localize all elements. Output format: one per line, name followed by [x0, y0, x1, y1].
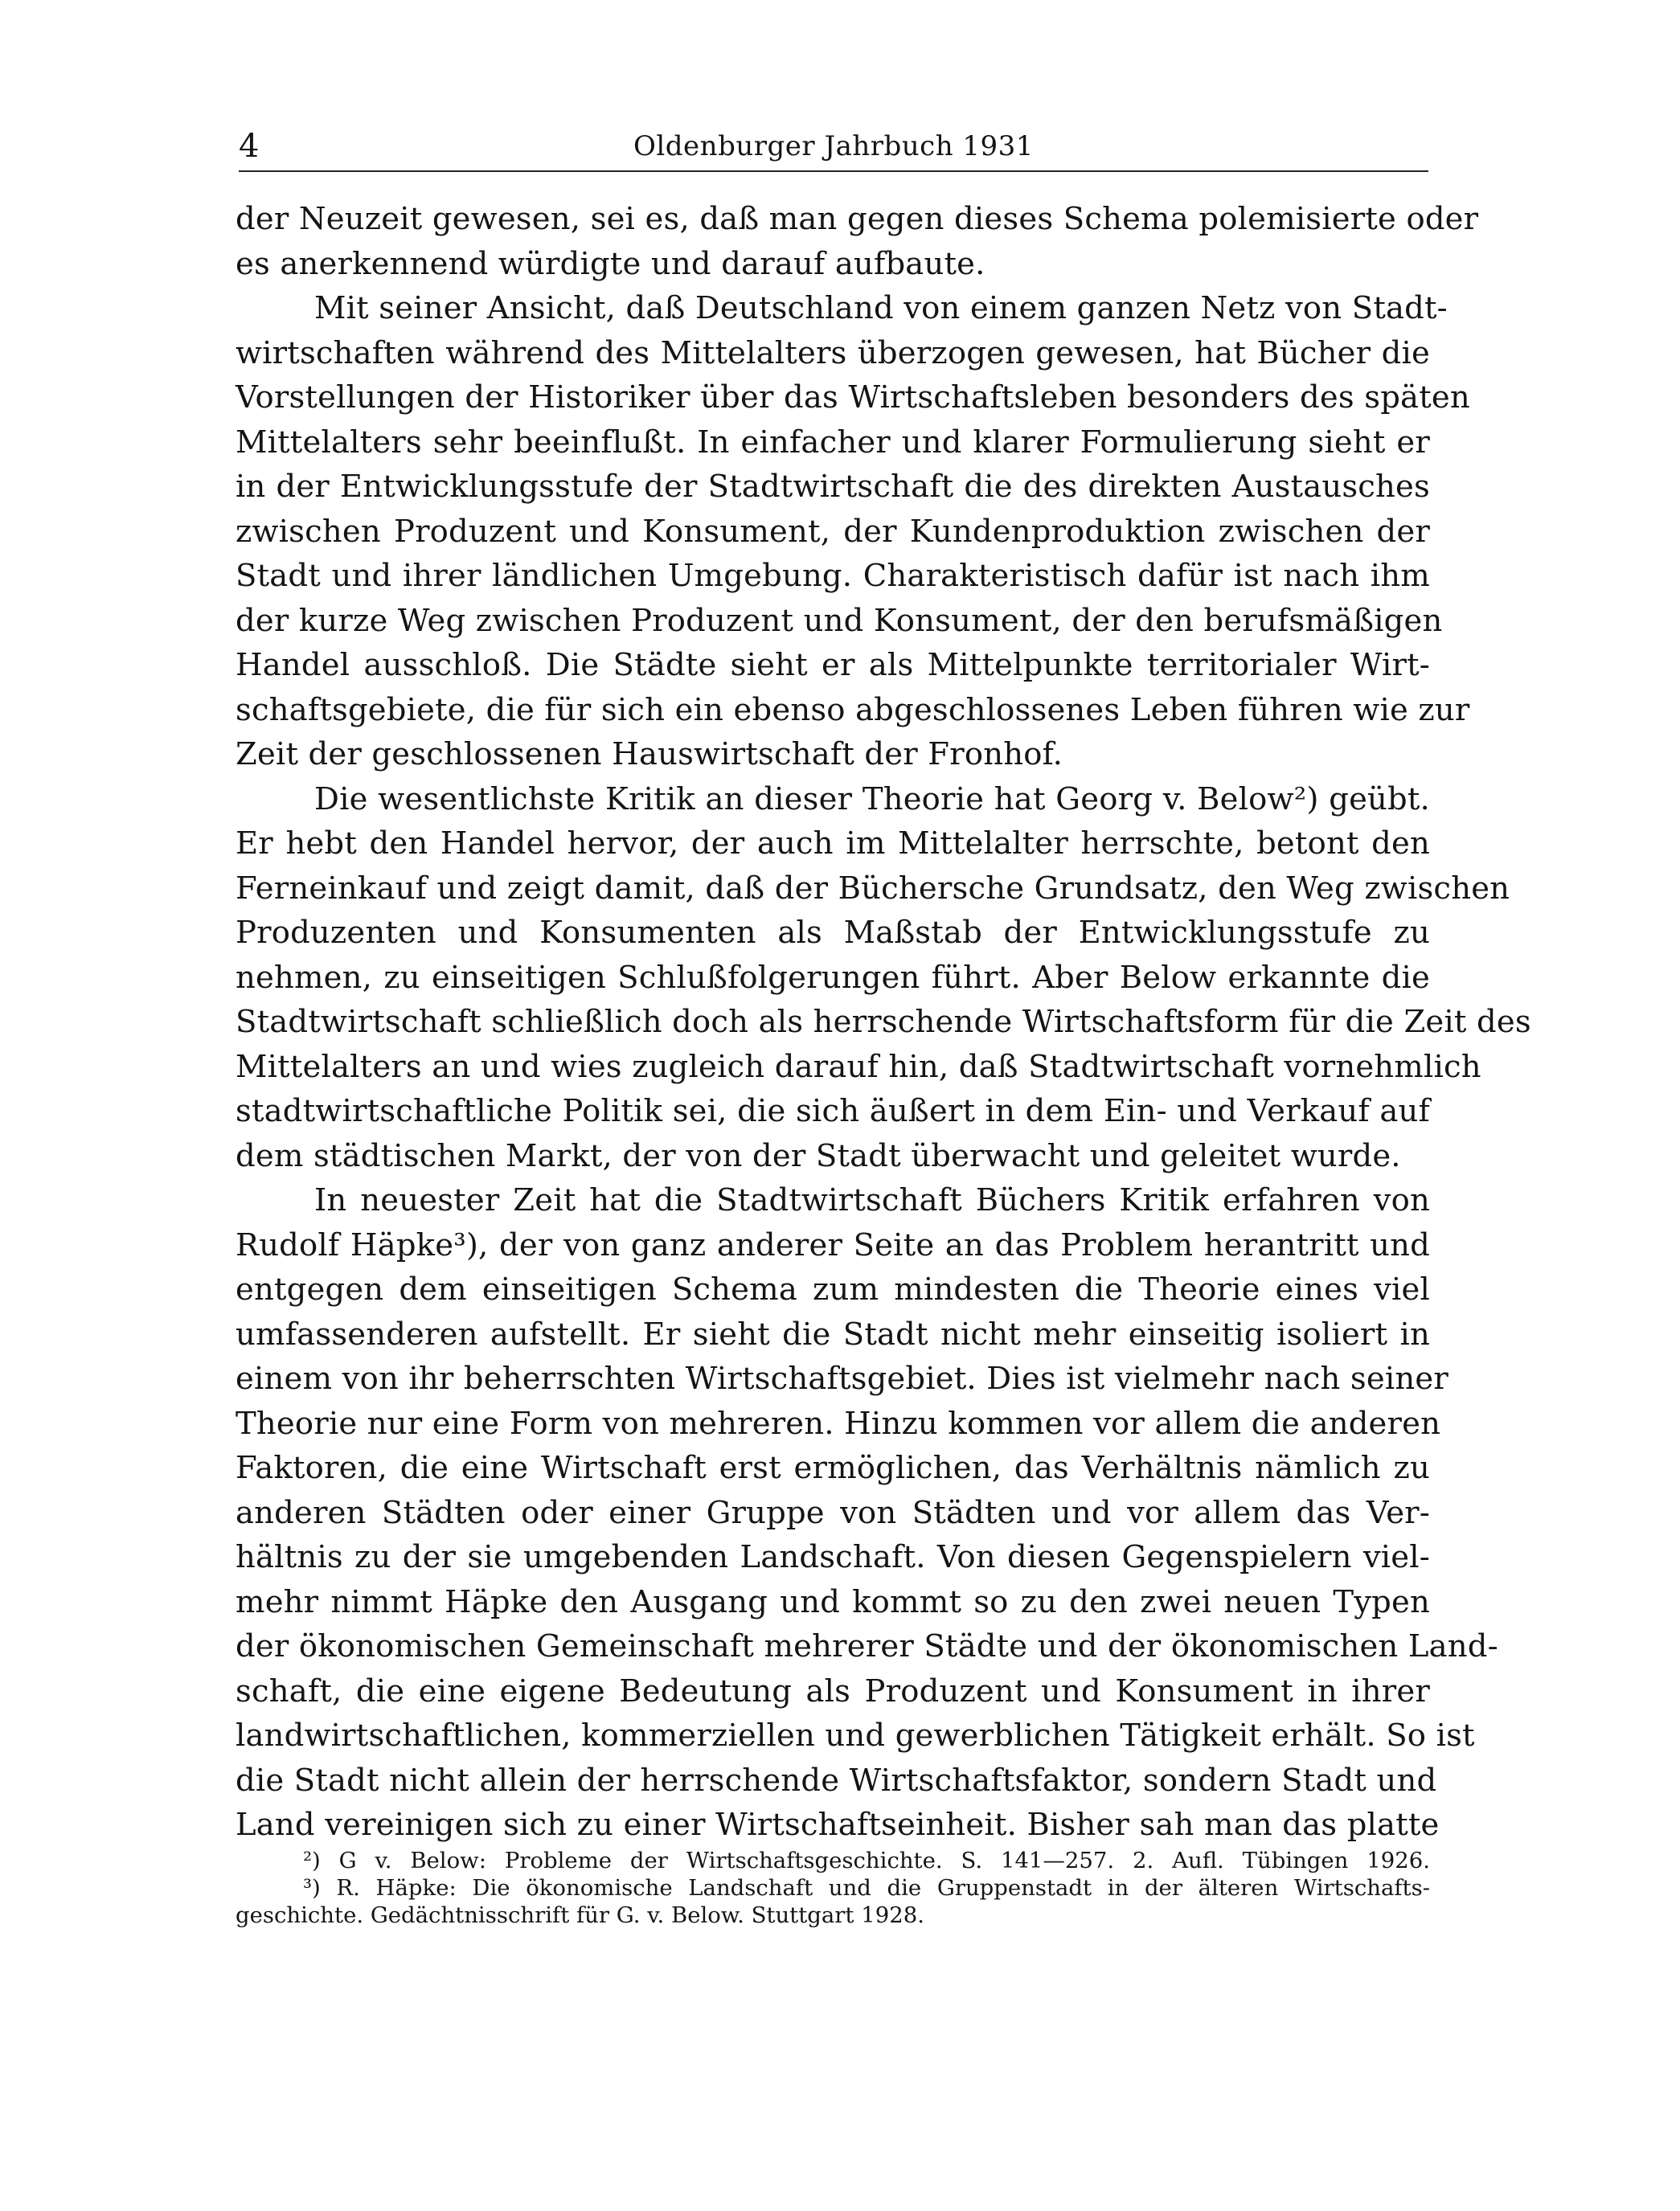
text-line: Mittelalters sehr beeinflußt. In einfacher und klarer Formulierung sieht er — [236, 424, 1430, 461]
text-line: Produzenten und Konsumenten als Maßstab der Entwicklungsstufe zu — [236, 915, 1430, 951]
footnotes — [236, 1847, 1430, 1929]
text-line: Land vereinigen sich zu einer Wirtschaftseinheit. Bisher sah man das platte — [236, 1807, 1440, 1843]
running-title: Oldenburger Jahrbuch 1931 — [633, 130, 1034, 162]
text-line: umfassenderen aufstellt. Er sieht die Stadt nicht mehr einseitig isoliert in — [236, 1316, 1430, 1353]
text-line: entgegen dem einseitigen Schema zum mindesten die Theorie eines viel — [236, 1271, 1430, 1308]
text-line: in der Entwicklungsstufe der Stadtwirtschaft die des direkten Austausches — [236, 469, 1430, 505]
text-line: Die wesentlichste Kritik an dieser Theorie hat Georg v. Below²) geübt. — [314, 780, 1430, 817]
text-line: Faktoren, die eine Wirtschaft erst ermöglichen, das Verhältnis nämlich zu — [236, 1450, 1430, 1486]
text-line: der Neuzeit gewesen, sei es, daß man gegen dieses Schema polemisierte oder — [236, 201, 1479, 237]
text-line: stadtwirtschaftliche Politik sei, die sich äußert in dem Ein- und Verkauf auf — [236, 1093, 1430, 1129]
text-line: einem von ihr beherrschten Wirtschaftsgebiet. Dies ist vielmehr nach seiner — [236, 1361, 1448, 1397]
text-line: hältnis zu der sie umgebenden Landschaft. Von diesen Gegenspielern viel- — [236, 1539, 1430, 1575]
text-line: Stadtwirtschaft schließlich doch als herrschende Wirtschaftsform für die Zeit des — [236, 1004, 1531, 1040]
text-line: Mittelalters an und wies zugleich darauf hin, daß Stadtwirtschaft vornehmlich — [236, 1048, 1481, 1085]
body-text — [236, 197, 1531, 1848]
text-line: mehr nimmt Häpke den Ausgang und kommt so zu den zwei neuen Typen — [236, 1583, 1430, 1620]
text-line: es anerkennend würdigte und darauf aufbaute. — [236, 245, 985, 282]
text-line: Handel ausschloß. Die Städte sieht er als Mittelpunkte territorialer Wirt- — [236, 647, 1430, 683]
text-line: der ökonomischen Gemeinschaft mehrerer Städte und der ökonomischen Land- — [236, 1628, 1498, 1664]
text-line: anderen Städten oder einer Gruppe von Städten und vor allem das Ver- — [236, 1494, 1430, 1531]
text-line: Rudolf Häpke³), der von ganz anderer Seite an das Problem herantritt und — [236, 1226, 1430, 1263]
header-rule — [239, 170, 1428, 172]
text-line: Vorstellungen der Historiker über das Wirtschaftsleben besonders des späten — [236, 379, 1470, 416]
footnote-line: ²) G v. Below: Probleme der Wirtschaftsgeschichte. S. 141—257. 2. Aufl. Tübingen 1926. — [303, 1848, 1430, 1873]
footnote-line: ³) R. Häpke: Die ökonomische Landschaft und die Gruppenstadt in der älteren Wirtschafts- — [303, 1875, 1430, 1901]
text-line: schaftsgebiete, die für sich ein ebenso abgeschlossenes Leben führen wie zur — [236, 691, 1470, 728]
text-line: die Stadt nicht allein der herrschende Wirtschaftsfaktor, sondern Stadt und — [236, 1762, 1437, 1799]
footnote-line: geschichte. Gedächtnisschrift für G. v. Below. Stuttgart 1928. — [236, 1902, 924, 1928]
text-line: Er hebt den Handel hervor, der auch im Mittelalter herrschte, betont den — [236, 825, 1430, 862]
text-line: wirtschaften während des Mittelalters überzogen gewesen, hat Bücher die — [236, 334, 1430, 371]
page-header — [239, 129, 1428, 164]
text-line: der kurze Weg zwischen Produzent und Konsument, der den berufsmäßigen — [236, 602, 1443, 639]
text-line: zwischen Produzent und Konsument, der Kundenproduktion zwischen der — [236, 513, 1430, 550]
text-line: Ferneinkauf und zeigt damit, daß der Büchersche Grundsatz, den Weg zwischen — [236, 870, 1510, 907]
page-number: 4 — [239, 128, 260, 165]
text-line: Stadt und ihrer ländlichen Umgebung. Charakteristisch dafür ist nach ihm — [236, 558, 1430, 594]
text-line: In neuester Zeit hat die Stadtwirtschaft Büchers Kritik erfahren von — [314, 1182, 1430, 1218]
text-line: nehmen, zu einseitigen Schlußfolgerungen führt. Aber Below erkannte die — [236, 959, 1430, 996]
text-line: Zeit der geschlossenen Hauswirtschaft der Fronhof. — [236, 736, 1063, 772]
text-line: Theorie nur eine Form von mehreren. Hinzu kommen vor allem die anderen — [236, 1405, 1441, 1442]
text-line: dem städtischen Markt, der von der Stadt überwacht und geleitet wurde. — [236, 1137, 1401, 1174]
text-line: Mit seiner Ansicht, daß Deutschland von einem ganzen Netz von Stadt- — [314, 290, 1448, 326]
text-line: landwirtschaftlichen, kommerziellen und gewerblichen Tätigkeit erhält. So ist — [236, 1718, 1475, 1754]
text-line: schaft, die eine eigene Bedeutung als Produzent und Konsument in ihrer — [236, 1673, 1430, 1709]
